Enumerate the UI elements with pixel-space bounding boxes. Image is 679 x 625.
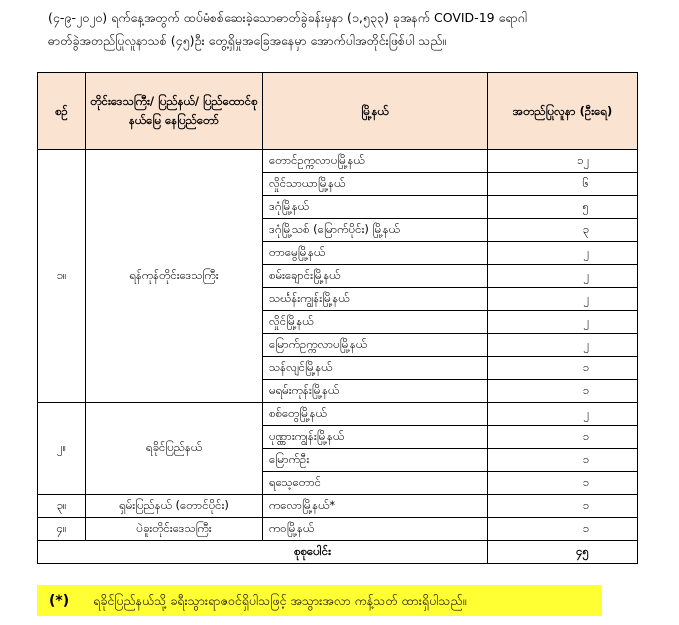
township-cell: လှိုင်မြို့နယ်: [263, 311, 488, 334]
cases-cell: ၂: [488, 265, 638, 288]
cases-cell: ၁: [488, 449, 638, 472]
table-body: [38, 150, 638, 541]
cases-cell: ၁: [488, 380, 638, 403]
township-cell: ဒဂုံမြို့သစ် (မြောက်ပိုင်း) မြို့နယ်: [263, 219, 488, 242]
township-cell: ကလောမြို့နယ်*: [263, 495, 488, 518]
cases-cell: ၃: [488, 219, 638, 242]
cases-cell: ၆: [488, 173, 638, 196]
township-cell: သန်လျင်မြို့နယ်: [263, 357, 488, 380]
cases-cell: ၂: [488, 311, 638, 334]
township-cell: စစ်တွေမြို့နယ်: [263, 403, 488, 426]
intro-paragraph: [48, 6, 648, 52]
group-number: ၁။: [38, 150, 86, 403]
cases-cell: ၂: [488, 288, 638, 311]
township-cell: ဒဂုံမြို့နယ်: [263, 196, 488, 219]
township-cell: လှိုင်သာယာမြို့နယ်: [263, 173, 488, 196]
township-cell: စမ်းချောင်းမြို့နယ်: [263, 265, 488, 288]
township-cell: တာမွေမြို့နယ်: [263, 242, 488, 265]
header-region: တိုင်းဒေသကြီး/ ပြည်နယ်/ ပြည်ထောင်စုနယ်မြေ နေပြည်တော်: [86, 73, 263, 150]
cases-cell: ၁: [488, 518, 638, 541]
footnote-text: ရခိုင်ပြည်နယ်သို့ ခရီးသွားရာဇဝင်ရှိပါသဖြင့် အသွားအလာ ကန့်သတ် ထားရှိပါသည်။: [93, 593, 467, 608]
group-region: ပဲခူးတိုင်းဒေသကြီး: [86, 518, 263, 541]
cases-cell: ၁: [488, 426, 638, 449]
cases-cell: ၁: [488, 472, 638, 495]
cases-cell: ၁: [488, 495, 638, 518]
table-row: [38, 150, 638, 173]
township-cell: ကဝမြို့နယ်: [263, 518, 488, 541]
footnote-mark: (*): [49, 593, 70, 609]
cases-cell: ၂: [488, 403, 638, 426]
table-row: [38, 403, 638, 426]
township-cell: မြောက်ဦး: [263, 449, 488, 472]
intro-line-2: ဓာတ်ခွဲအတည်ပြုလူနာသစ် (၄၅)ဦး တွေ့ရှိမှုအခြေအနေမှာ အောက်ပါအတိုင်းဖြစ်ပါ သည်။: [48, 33, 447, 48]
total-row: [38, 541, 638, 564]
group-number: ၄။: [38, 518, 86, 541]
township-cell: ရသေ့တောင်: [263, 472, 488, 495]
intro-line-1: (၄-၉-၂၀၂၀) ရက်နေ့အတွက် ထပ်မံစစ်ဆေးခဲ့သောဓာတ်ခွဲခန်းမှနာ (၁,၅၃၃) ခုအနက် COVID-19 ရောဂါ: [48, 10, 527, 25]
total-value: ၄၅: [488, 541, 638, 564]
cases-cell: ၂: [488, 334, 638, 357]
group-number: ၂။: [38, 403, 86, 495]
group-number: ၃။: [38, 495, 86, 518]
group-region: ရခိုင်ပြည်နယ်: [86, 403, 263, 495]
township-cell: တောင်ဥက္ကလာပမြို့နယ်: [263, 150, 488, 173]
group-region: ရှမ်းပြည်နယ် (တောင်ပိုင်း): [86, 495, 263, 518]
header-no: စဉ်: [38, 73, 86, 150]
cases-table: [37, 72, 638, 564]
township-cell: သင်္ဃန်းကျွန်းမြို့နယ်: [263, 288, 488, 311]
cases-cell: ၁: [488, 357, 638, 380]
table-row: [38, 495, 638, 518]
table-row: [38, 518, 638, 541]
header-cases: အတည်ပြုလူနာ (ဦးရေ): [488, 73, 638, 150]
township-cell: ပုဏ္ဏားကျွန်းမြို့နယ်: [263, 426, 488, 449]
total-label: စုစုပေါင်း: [38, 541, 488, 564]
cases-cell: ၁၂: [488, 150, 638, 173]
header-township: မြို့နယ်: [263, 73, 488, 150]
cases-cell: ၂: [488, 242, 638, 265]
cases-cell: ၅: [488, 196, 638, 219]
footnote: [37, 585, 602, 616]
township-cell: မြောက်ဥက္ကလာပမြို့နယ်: [263, 334, 488, 357]
header-row: [38, 73, 638, 150]
township-cell: မရမ်းကုန်းမြို့နယ်: [263, 380, 488, 403]
group-region: ရန်ကုန်တိုင်းဒေသကြီး: [86, 150, 263, 403]
